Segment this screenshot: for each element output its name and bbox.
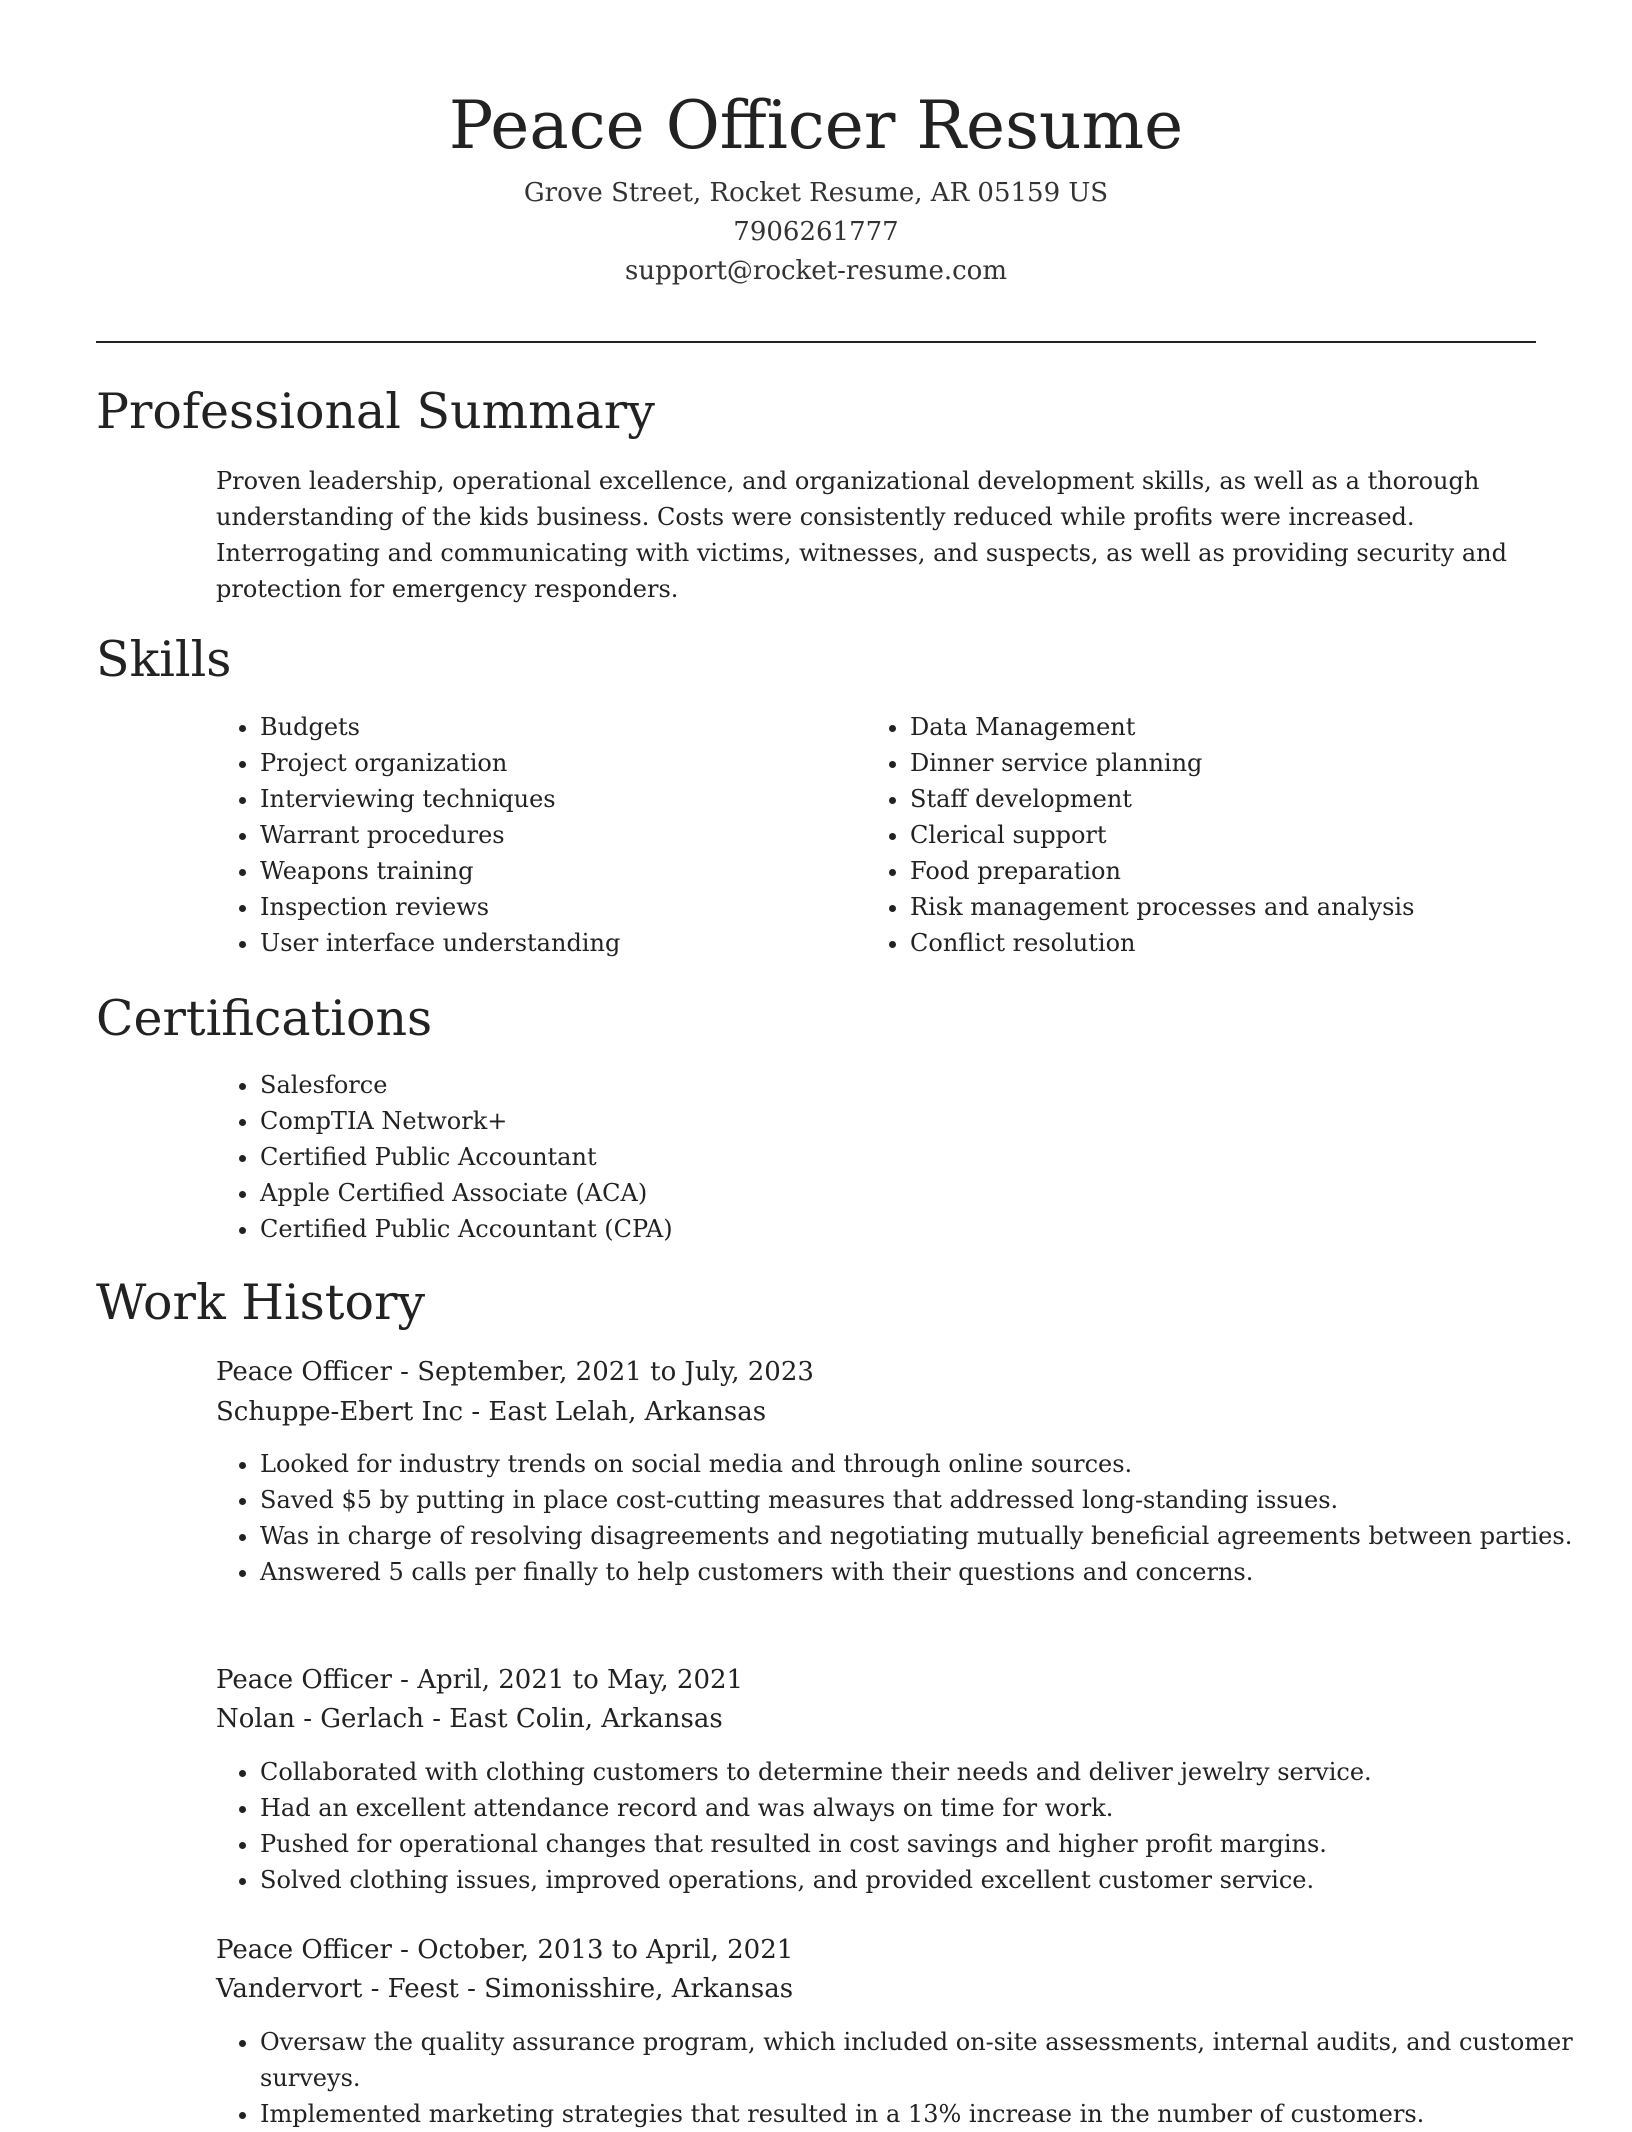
list-item: • Risk management processes and analysis <box>910 889 1580 925</box>
list-item: • Project organization <box>260 745 860 781</box>
skills-heading: Skills <box>96 631 232 688</box>
list-item: • Inspection reviews <box>260 889 860 925</box>
summary-text: Proven leadership, operational excellence, and organizational development skills, as well as a thorough understanding of the kids business. Costs were consistently reduced while profits were increased. Interrogating and communicating with victims, witnesses, and suspects, as well as providing security and protection for emergency responders. <box>216 467 1507 603</box>
job-bullets <box>216 2024 1580 2132</box>
list-item: • Certified Public Accountant <box>260 1139 1580 1175</box>
list-item: • Dinner service planning <box>910 745 1580 781</box>
list-item: • Data Management <box>910 709 1580 745</box>
job-bullets <box>216 1754 1580 1898</box>
list-item: • Weapons training <box>260 853 860 889</box>
job-company-line: Nolan - Gerlach - East Colin, Arkansas <box>216 1704 723 1734</box>
job-company-line: Vandervort - Feest - Simonisshire, Arkansas <box>216 1974 794 2004</box>
list-item: • CompTIA Network+ <box>260 1103 1580 1139</box>
list-item: • Budgets <box>260 709 860 745</box>
list-item: • User interface understanding <box>260 925 860 961</box>
certifications-list <box>216 1067 1580 1247</box>
page-title: Peace Officer Resume <box>448 87 1184 164</box>
header-divider <box>96 341 1536 343</box>
list-item: • Collaborated with clothing customers to determine their needs and deliver jewelry service. <box>260 1754 1580 1790</box>
list-item: • Food preparation <box>910 853 1580 889</box>
list-item: • Clerical support <box>910 817 1580 853</box>
certifications-heading: Certifications <box>96 990 433 1047</box>
list-item: • Implemented marketing strategies that resulted in a 13% increase in the number of customers. <box>260 2096 1580 2132</box>
list-item: • Saved $5 by putting in place cost-cutting measures that addressed long-standing issues. <box>260 1482 1580 1518</box>
job-title-line: Peace Officer - April, 2021 to May, 2021 <box>216 1665 744 1695</box>
list-item: • Had an excellent attendance record and was always on time for work. <box>260 1790 1580 1826</box>
list-item: • Answered 5 calls per finally to help customers with their questions and concerns. <box>260 1554 1580 1590</box>
list-item: • Warrant procedures <box>260 817 860 853</box>
job-company-line: Schuppe-Ebert Inc - East Lelah, Arkansas <box>216 1397 767 1427</box>
list-item: • Was in charge of resolving disagreements and negotiating mutually beneficial agreements between parties. <box>260 1518 1580 1554</box>
work-history-heading: Work History <box>96 1274 426 1331</box>
job-title-line: Peace Officer - September, 2021 to July, 2023 <box>216 1357 814 1387</box>
list-item: • Conflict resolution <box>910 925 1580 961</box>
list-item: • Salesforce <box>260 1067 1580 1103</box>
list-item: • Solved clothing issues, improved operations, and provided excellent customer service. <box>260 1862 1580 1898</box>
summary-heading: Professional Summary <box>96 383 655 440</box>
contact-phone: 7906261777 <box>733 217 899 247</box>
contact-email: support@rocket-resume.com <box>624 256 1007 286</box>
list-item: • Oversaw the quality assurance program, which included on-site assessments, internal audits, and customer surveys. <box>260 2024 1580 2096</box>
job-bullets <box>216 1446 1580 1590</box>
resume-header <box>96 78 1536 291</box>
list-item: • Looked for industry trends on social media and through online sources. <box>260 1446 1580 1482</box>
list-item: • Interviewing techniques <box>260 781 860 817</box>
skills-list-right <box>866 709 1580 961</box>
contact-address: Grove Street, Rocket Resume, AR 05159 US <box>523 178 1109 208</box>
list-item: • Certified Public Accountant (CPA) <box>260 1211 1580 1247</box>
job-title-line: Peace Officer - October, 2013 to April, 2021 <box>216 1935 794 1965</box>
skills-list-left <box>216 709 860 961</box>
list-item: • Staff development <box>910 781 1580 817</box>
list-item: • Pushed for operational changes that resulted in cost savings and higher profit margins. <box>260 1826 1580 1862</box>
list-item: • Apple Certified Associate (ACA) <box>260 1175 1580 1211</box>
